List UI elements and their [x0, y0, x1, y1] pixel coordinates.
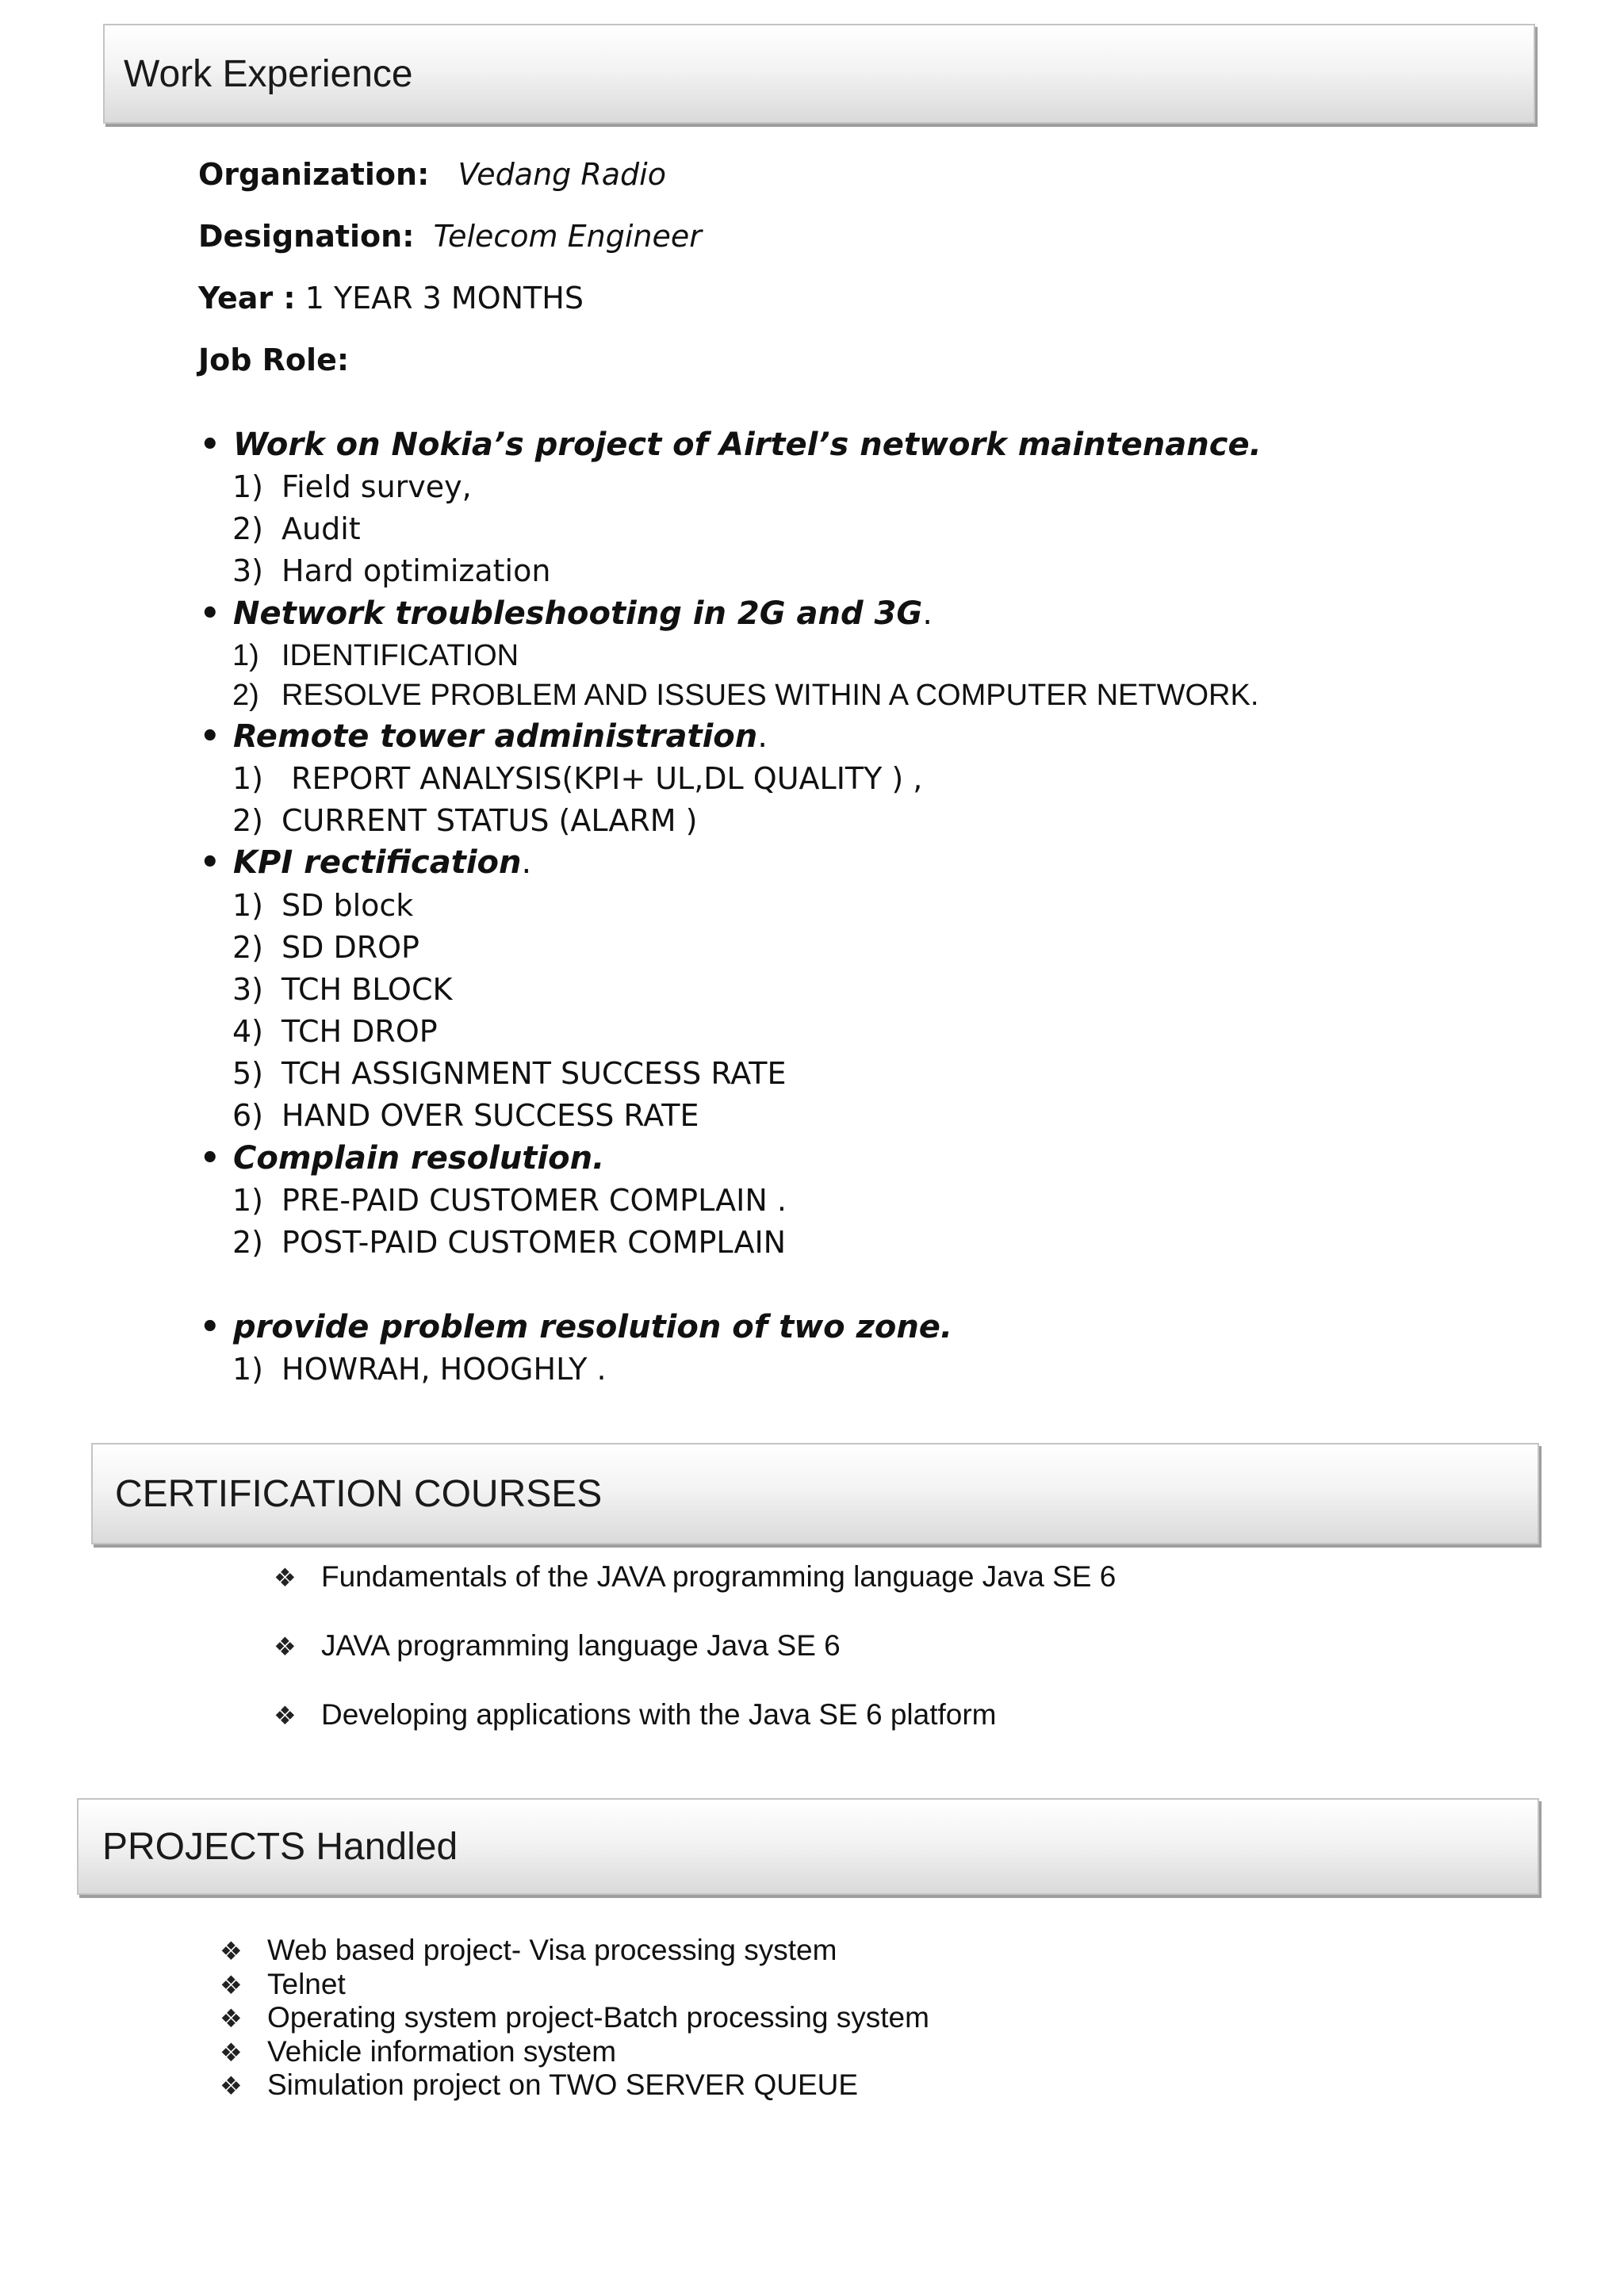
list-item — [232, 511, 361, 546]
list-number: 2) — [232, 1225, 264, 1260]
list-item — [232, 972, 452, 1007]
list-item — [232, 930, 419, 965]
list-number: 1) — [232, 1183, 264, 1218]
diamond-bullet-icon: ❖ — [220, 1971, 243, 1999]
bullet-dot: • — [200, 595, 220, 632]
list-number: 1) — [232, 639, 259, 672]
project-item — [220, 2035, 616, 2068]
designation-value: Telecom Engineer — [433, 219, 702, 254]
list-item — [232, 1183, 787, 1218]
cert-item — [274, 1698, 996, 1732]
list-number: 4) — [232, 1014, 264, 1049]
organization-row — [198, 157, 666, 192]
list-text: TCH ASSIGNMENT SUCCESS RATE — [282, 1056, 787, 1091]
section-title: Work Experience — [124, 52, 413, 95]
job-bullet — [200, 718, 768, 755]
cert-text: JAVA programming language Java SE 6 — [321, 1629, 841, 1662]
list-text: TCH DROP — [282, 1014, 438, 1049]
bullet-title: Complain resolution. — [233, 1140, 605, 1177]
year-value: 1 YEAR 3 MONTHS — [304, 281, 584, 316]
section-header-work-experience — [103, 24, 1535, 124]
bullet-title: provide problem resolution of two zone. — [233, 1309, 953, 1345]
list-number: 3) — [232, 972, 264, 1007]
list-text: HOWRAH, HOOGHLY . — [282, 1352, 607, 1387]
list-text: PRE-PAID CUSTOMER COMPLAIN . — [282, 1183, 787, 1218]
job-role-label: Job Role: — [198, 342, 350, 377]
project-text: Simulation project on TWO SERVER QUEUE — [267, 2068, 859, 2101]
bullet-title: Remote tower administration — [233, 718, 758, 755]
section-title: CERTIFICATION COURSES — [115, 1472, 603, 1515]
list-text: Audit — [282, 511, 361, 546]
project-item — [220, 2068, 858, 2102]
list-text: SD DROP — [282, 930, 419, 965]
list-number: 2) — [232, 679, 259, 712]
project-text: Vehicle information system — [267, 2035, 617, 2068]
list-text: TCH BLOCK — [282, 972, 453, 1007]
bullet-dot: • — [200, 1140, 220, 1177]
diamond-bullet-icon: ❖ — [220, 2072, 243, 2100]
list-text: IDENTIFICATION — [282, 639, 519, 672]
bullet-title: Network troubleshooting in 2G and 3G — [233, 595, 923, 632]
list-item — [232, 553, 550, 588]
list-text: POST-PAID CUSTOMER COMPLAIN — [282, 1225, 787, 1260]
bullet-title: Work on Nokia’s project of Airtel’s network maintenance. — [233, 427, 1262, 463]
job-bullet — [200, 1309, 952, 1345]
list-number: 2) — [232, 511, 264, 546]
list-number: 1) — [232, 888, 264, 923]
list-text: CURRENT STATUS (ALARM ) — [282, 803, 698, 838]
list-text: REPORT ANALYSIS(KPI+ UL,DL QUALITY ) , — [282, 761, 923, 796]
project-text: Operating system project-Batch processing system — [267, 2001, 929, 2034]
section-header-projects-handled — [77, 1798, 1539, 1895]
list-text: Field survey, — [282, 469, 472, 504]
section-title: PROJECTS Handled — [102, 1825, 458, 1868]
list-number: 3) — [232, 553, 264, 588]
list-text: HAND OVER SUCCESS RATE — [282, 1098, 699, 1133]
organization-value: Vedang Radio — [458, 157, 666, 192]
list-number: 6) — [232, 1098, 264, 1133]
job-bullet — [200, 595, 933, 632]
list-item — [232, 1098, 699, 1133]
list-item — [232, 639, 519, 673]
bullet-tail: . — [521, 844, 532, 881]
list-item — [232, 761, 922, 796]
job-bullet — [200, 427, 1262, 463]
year-row — [198, 281, 584, 316]
diamond-bullet-icon: ❖ — [274, 1563, 297, 1592]
cert-item — [274, 1629, 841, 1663]
list-item — [232, 469, 472, 504]
list-item — [232, 1352, 607, 1387]
bullet-title: KPI rectification — [233, 844, 522, 881]
project-text: Web based project- Visa processing system — [267, 1934, 837, 1966]
year-label: Year : — [198, 281, 296, 316]
bullet-tail: . — [757, 718, 768, 755]
list-item — [232, 1225, 786, 1260]
list-item — [232, 1056, 786, 1091]
bullet-tail: . — [922, 595, 933, 632]
designation-row — [198, 219, 702, 254]
diamond-bullet-icon: ❖ — [220, 2038, 243, 2067]
list-text: Hard optimization — [282, 553, 551, 588]
bullet-dot: • — [200, 427, 220, 463]
list-text: SD block — [282, 888, 414, 923]
project-item — [220, 2001, 929, 2034]
list-number: 1) — [232, 1352, 264, 1387]
diamond-bullet-icon: ❖ — [220, 2004, 243, 2033]
designation-label: Designation: — [198, 219, 415, 254]
cert-text: Fundamentals of the JAVA programming language Java SE 6 — [321, 1560, 1116, 1593]
list-number: 1) — [232, 469, 264, 504]
job-bullet — [200, 844, 531, 881]
bullet-dot: • — [200, 718, 220, 755]
list-item — [232, 888, 413, 923]
organization-label: Organization: — [198, 157, 430, 192]
cert-text: Developing applications with the Java SE 6 platform — [321, 1698, 997, 1731]
bullet-dot: • — [200, 844, 220, 881]
list-item — [232, 679, 1258, 713]
bullet-dot: • — [200, 1309, 220, 1345]
project-item — [220, 1934, 837, 1967]
list-text: RESOLVE PROBLEM AND ISSUES WITHIN A COMPUTER NETWORK. — [282, 679, 1259, 712]
job-bullet — [200, 1140, 604, 1177]
job-role-row — [198, 342, 349, 377]
diamond-bullet-icon: ❖ — [220, 1937, 243, 1965]
project-item — [220, 1968, 346, 2001]
list-number: 2) — [232, 803, 264, 838]
list-item — [232, 1014, 438, 1049]
diamond-bullet-icon: ❖ — [274, 1632, 297, 1661]
list-number: 5) — [232, 1056, 264, 1091]
list-item — [232, 803, 698, 838]
list-number: 1) — [232, 761, 264, 796]
section-header-certification-courses — [91, 1443, 1539, 1544]
project-text: Telnet — [267, 1968, 346, 2000]
list-number: 2) — [232, 930, 264, 965]
cert-item — [274, 1560, 1116, 1594]
diamond-bullet-icon: ❖ — [274, 1701, 297, 1730]
